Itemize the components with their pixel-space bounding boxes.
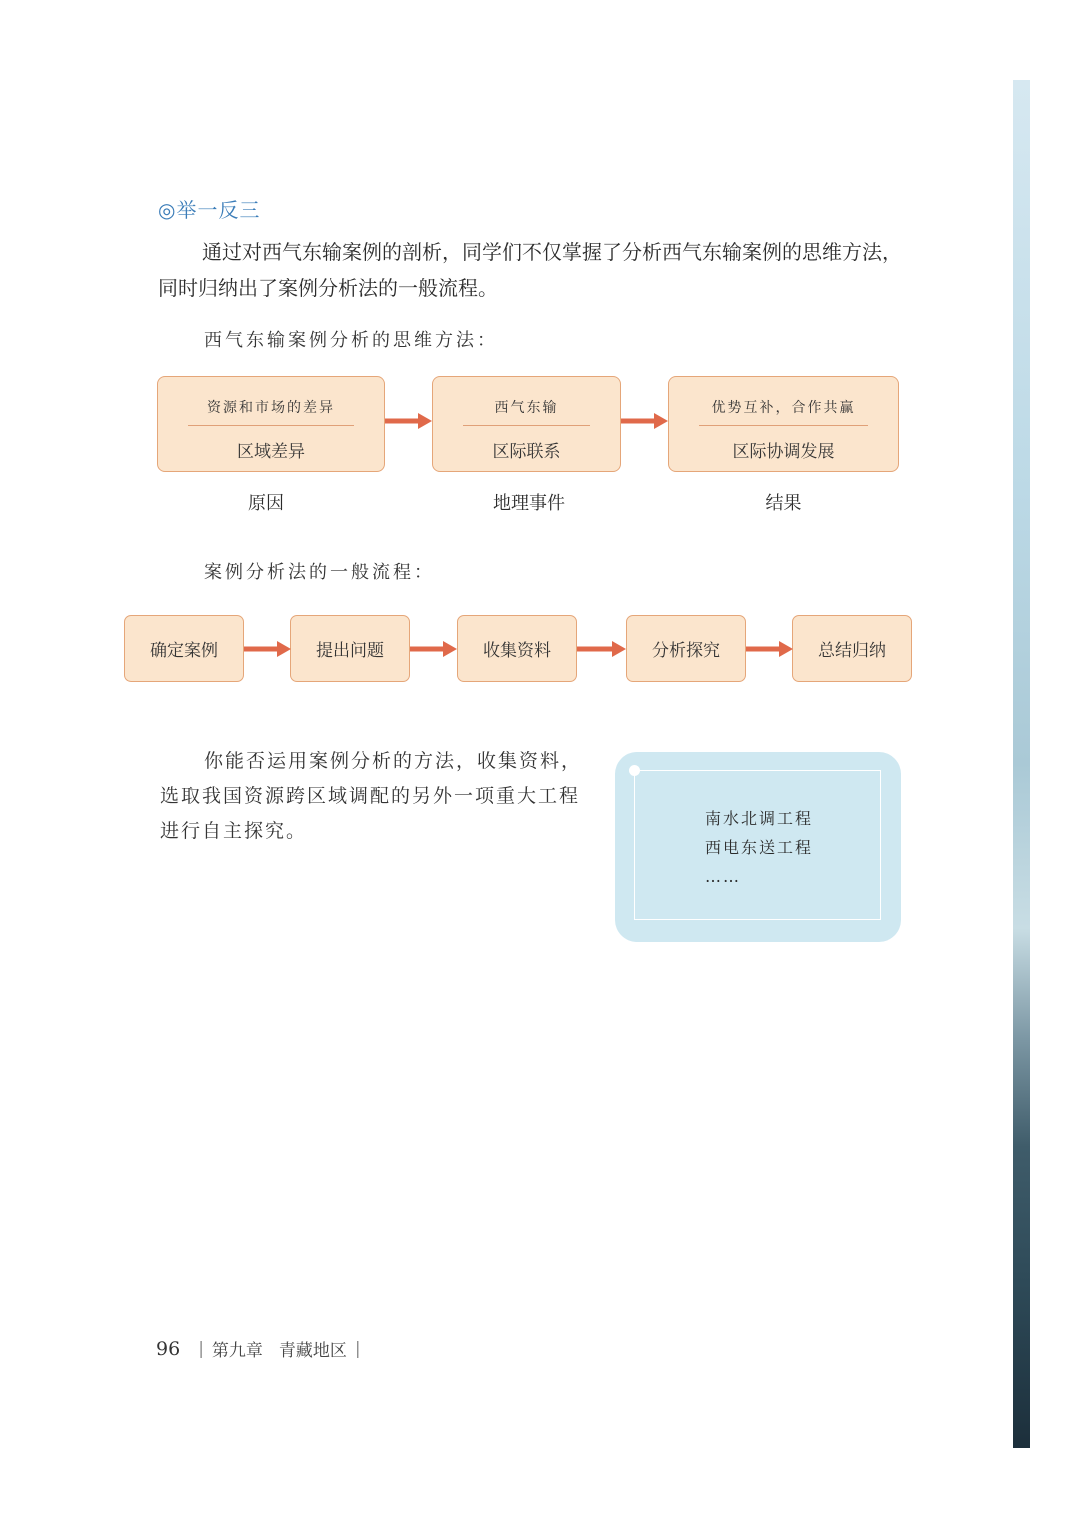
divider: | (198, 1338, 204, 1359)
process-step: 分析探究 (626, 615, 746, 682)
arrow-icon (621, 410, 669, 432)
divider: | (354, 1338, 361, 1359)
process-step: 确定案例 (124, 615, 244, 682)
event-box-top: 西气东输 (494, 400, 559, 416)
result-box-bottom: 区际协调发展 (732, 442, 835, 462)
section-heading: ◎举一反三 (158, 198, 261, 222)
event-box-divider (463, 425, 590, 426)
arrow-icon (410, 638, 458, 660)
note-dot-icon (629, 765, 640, 776)
general-process-caption: 案例分析法的一般流程： (204, 562, 435, 583)
event-box-bottom: 区际联系 (492, 442, 561, 462)
arrow-icon (577, 638, 627, 660)
event-label: 地理事件 (493, 493, 565, 514)
examples-note (615, 752, 901, 942)
result-box-divider (699, 425, 868, 426)
intro-paragraph: 通过对西气东输案例的剖析，同学们不仅掌握了分析西气东输案例的思维方法，同时归纳出了案例分析法的一般流程。 (158, 240, 902, 300)
process-step: 提出问题 (290, 615, 410, 682)
result-box-top: 优势互补，合作共赢 (711, 400, 856, 416)
cause-box (157, 376, 385, 472)
page-footer (156, 1336, 369, 1361)
result-box (668, 376, 899, 472)
arrow-icon (385, 410, 433, 432)
cause-box-top: 资源和市场的差异 (207, 400, 335, 416)
process-step: 总结归纳 (792, 615, 912, 682)
list-item: 西电东送工程 (705, 838, 814, 857)
list-item: 南水北调工程 (705, 809, 814, 828)
region-label: 青藏地区 (278, 1341, 347, 1361)
process-step: 收集资料 (457, 615, 577, 682)
thinking-method-caption: 西气东输案例分析的思维方法： (204, 330, 498, 351)
event-box (432, 376, 621, 472)
list-item: …… (705, 867, 741, 886)
cause-label: 原因 (248, 493, 284, 514)
examples-list (705, 804, 813, 891)
cause-box-bottom: 区域差异 (237, 442, 305, 462)
page-number: 96 (156, 1337, 181, 1360)
arrow-icon (244, 638, 292, 660)
chapter-label: 第九章 (211, 1341, 263, 1361)
cause-box-divider (188, 425, 354, 426)
question-paragraph: 你能否运用案例分析的方法，收集资料，选取我国资源跨区域调配的另外一项重大工程进行自主探究。 (160, 750, 583, 842)
arrow-icon (746, 638, 794, 660)
result-label: 结果 (765, 493, 802, 514)
page-edge-strip (1013, 80, 1030, 1448)
